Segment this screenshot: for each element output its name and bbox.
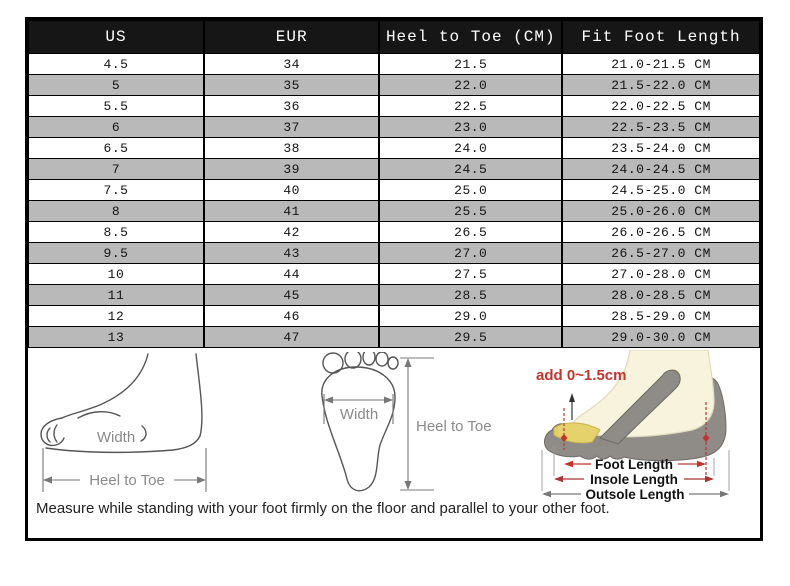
table-cell: 23.0	[379, 117, 562, 138]
size-table	[28, 20, 760, 348]
table-cell: 39	[204, 159, 379, 180]
table-cell: 27.0-28.0 CM	[562, 264, 759, 285]
table-cell: 26.5-27.0 CM	[562, 243, 759, 264]
column-header: Heel to Toe (CM)	[379, 21, 562, 54]
size-table-header-row	[29, 21, 760, 54]
table-cell: 29.5	[379, 327, 562, 348]
chart-frame	[25, 17, 763, 541]
table-cell: 22.0-22.5 CM	[562, 96, 759, 117]
table-row	[29, 222, 760, 243]
table-cell: 22.0	[379, 75, 562, 96]
foot-length-label: Foot Length	[595, 457, 673, 472]
table-cell: 7.5	[29, 180, 204, 201]
table-cell: 13	[29, 327, 204, 348]
table-cell: 6	[29, 117, 204, 138]
add-allowance-label: add 0~1.5cm	[536, 367, 627, 384]
table-row	[29, 243, 760, 264]
table-cell: 26.5	[379, 222, 562, 243]
table-row	[29, 54, 760, 75]
outsole-length-label: Outsole Length	[585, 487, 685, 502]
table-row	[29, 180, 760, 201]
table-row	[29, 96, 760, 117]
table-cell: 28.5	[379, 285, 562, 306]
table-row	[29, 159, 760, 180]
table-cell: 46	[204, 306, 379, 327]
table-cell: 24.5-25.0 CM	[562, 180, 759, 201]
table-cell: 25.0	[379, 180, 562, 201]
table-cell: 45	[204, 285, 379, 306]
side-heel-to-toe-label: Heel to Toe	[89, 472, 165, 489]
table-cell: 8.5	[29, 222, 204, 243]
table-cell: 22.5-23.5 CM	[562, 117, 759, 138]
foot-side-view-figure	[38, 352, 223, 497]
table-row	[29, 285, 760, 306]
measurement-instruction: Measure while standing with your foot firmly on the floor and parallel to your other foot.	[36, 500, 610, 517]
table-cell: 38	[204, 138, 379, 159]
table-cell: 27.5	[379, 264, 562, 285]
table-cell: 35	[204, 75, 379, 96]
table-row	[29, 264, 760, 285]
column-header: EUR	[204, 21, 379, 54]
table-row	[29, 138, 760, 159]
table-cell: 40	[204, 180, 379, 201]
table-cell: 24.5	[379, 159, 562, 180]
table-cell: 10	[29, 264, 204, 285]
table-cell: 5	[29, 75, 204, 96]
table-cell: 21.5-22.0 CM	[562, 75, 759, 96]
table-cell: 12	[29, 306, 204, 327]
table-cell: 11	[29, 285, 204, 306]
table-cell: 5.5	[29, 96, 204, 117]
table-cell: 28.5-29.0 CM	[562, 306, 759, 327]
table-row	[29, 201, 760, 222]
table-cell: 41	[204, 201, 379, 222]
table-cell: 22.5	[379, 96, 562, 117]
table-row	[29, 306, 760, 327]
table-cell: 29.0	[379, 306, 562, 327]
column-header: Fit Foot Length	[562, 21, 759, 54]
table-cell: 7	[29, 159, 204, 180]
footprint-top-view-figure	[308, 352, 508, 497]
table-cell: 34	[204, 54, 379, 75]
table-cell: 6.5	[29, 138, 204, 159]
table-cell: 37	[204, 117, 379, 138]
table-cell: 28.0-28.5 CM	[562, 285, 759, 306]
table-cell: 9.5	[29, 243, 204, 264]
table-row	[29, 327, 760, 348]
shoe-cross-section-figure	[534, 350, 760, 502]
size-table-body	[29, 54, 760, 348]
insole-length-label: Insole Length	[590, 472, 678, 487]
table-cell: 25.0-26.0 CM	[562, 201, 759, 222]
table-cell: 21.0-21.5 CM	[562, 54, 759, 75]
table-cell: 42	[204, 222, 379, 243]
table-cell: 4.5	[29, 54, 204, 75]
table-cell: 44	[204, 264, 379, 285]
foot-shape	[573, 350, 714, 437]
column-header: US	[29, 21, 204, 54]
table-cell: 26.0-26.5 CM	[562, 222, 759, 243]
measurement-diagram-panel	[28, 348, 760, 538]
table-cell: 8	[29, 201, 204, 222]
table-cell: 47	[204, 327, 379, 348]
table-cell: 29.0-30.0 CM	[562, 327, 759, 348]
table-cell: 24.0	[379, 138, 562, 159]
table-cell: 21.5	[379, 54, 562, 75]
top-width-label: Width	[339, 406, 379, 423]
table-cell: 25.5	[379, 201, 562, 222]
table-row	[29, 75, 760, 96]
table-cell: 43	[204, 243, 379, 264]
top-heel-to-toe-label: Heel to Toe	[416, 418, 492, 435]
table-cell: 27.0	[379, 243, 562, 264]
table-cell: 36	[204, 96, 379, 117]
side-width-label: Width	[96, 429, 136, 446]
table-cell: 23.5-24.0 CM	[562, 138, 759, 159]
table-row	[29, 117, 760, 138]
table-cell: 24.0-24.5 CM	[562, 159, 759, 180]
